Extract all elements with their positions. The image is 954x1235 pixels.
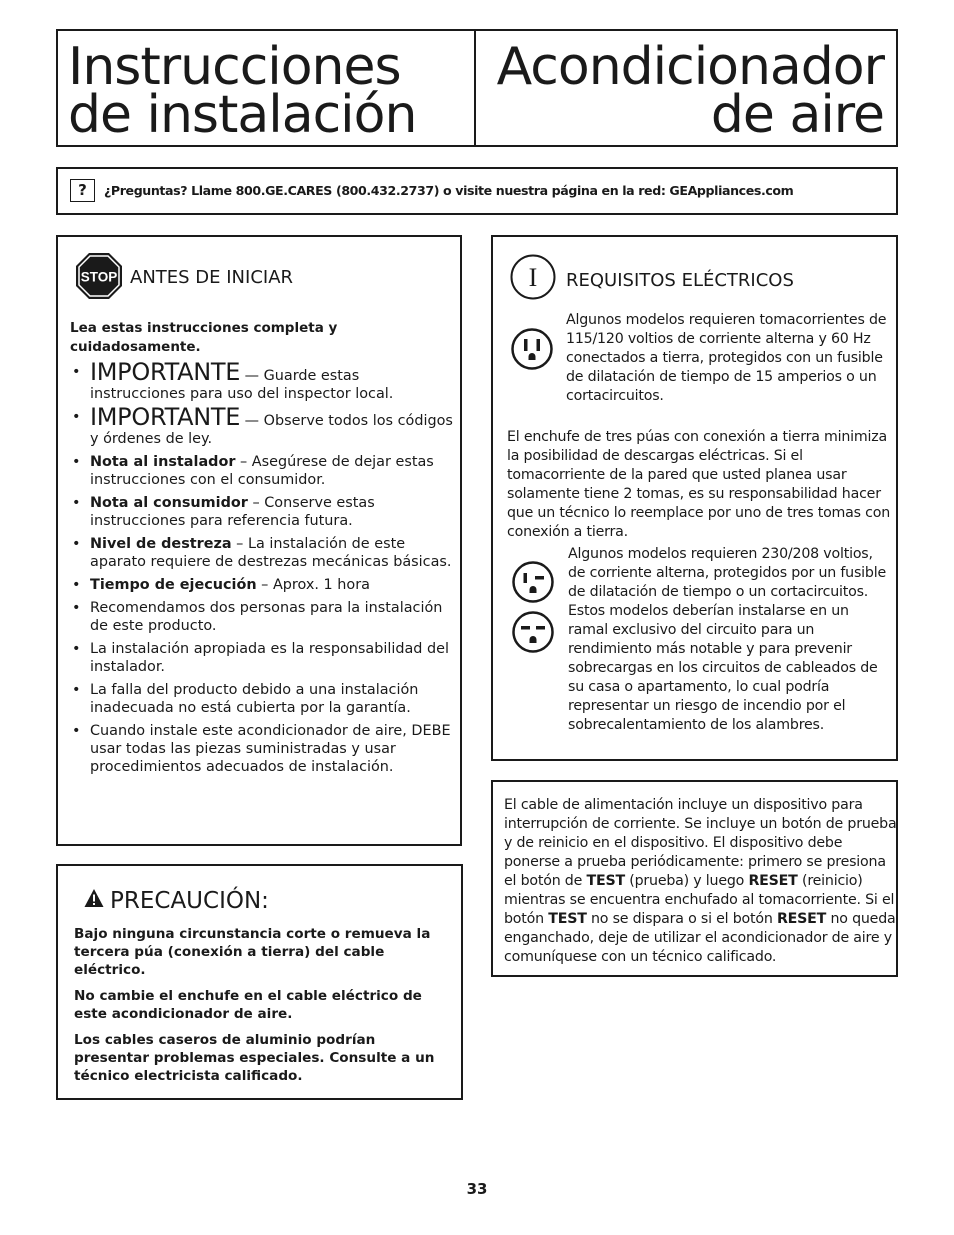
- power-cord-device-section: [491, 780, 898, 977]
- electrical-paragraph: El enchufe de tres púas con conexión a tierra minimiza la posibilidad de descargas eléctricas. Si el tomacorriente de la pared que usted planea usar solamente tiene 2 tomas, es su responsabilidad hacer que un técnico lo reemplace por uno de tres tomas con conexión a tierra.: [507, 429, 891, 540]
- caution-paragraph: Bajo ninguna circunstancia corte o remueva la tercera púa (conexión a tierra) del cable eléctrico.: [74, 926, 431, 978]
- info-label: I: [528, 263, 538, 292]
- caution-heading: PRECAUCIÓN:: [110, 888, 269, 914]
- electrical-requirements-section: [491, 235, 898, 761]
- questions-text: ¿Preguntas? Llame 800.GE.CARES (800.432.2737) o visite nuestra página en la red: GEAppliances.com: [104, 183, 794, 198]
- header: [56, 29, 898, 147]
- caution-paragraph: No cambie el enchufe en el cable eléctrico de este acondicionador de aire.: [74, 988, 422, 1022]
- list-item: • Nota al consumidor – Conserve estas instrucciones para referencia futura.: [70, 494, 455, 530]
- caution-paragraph: Los cables caseros de aluminio podrían presentar problemas especiales. Consulte a un técnico electricista calificado.: [74, 1032, 435, 1084]
- outlet-115v-icon: [510, 327, 554, 371]
- page-number: 33: [466, 1180, 488, 1198]
- question-icon: ?: [70, 179, 95, 202]
- list-item: • Tiempo de ejecución – Aprox. 1 hora: [70, 576, 455, 594]
- outlet-230v-icon: [511, 560, 555, 604]
- test-label: TEST: [548, 911, 587, 927]
- list-item: • Nota al instalador – Asegúrese de dejar estas instrucciones con el consumidor.: [70, 453, 455, 489]
- outlet-208v-icon: [511, 610, 555, 654]
- section-heading: ANTES DE INICIAR: [130, 267, 294, 288]
- electrical-paragraph: Algunos modelos requieren 230/208 voltios, de corriente alterna, protegidos por un fusible de dilatación de tiempo o un cortacircuitos. Estos modelos deberían instalarse en un ramal exclusivo del circuito para un rendimiento más notable y para prevenir sobrecargas en los circuitos de cableados de su casa o apartamento, lo cual podría representar un riesgo de incendio por el sobrecalentamiento de los alambres.: [568, 546, 886, 733]
- header-divider: [474, 31, 476, 145]
- list-item: • Nivel de destreza – La instalación de este aparato requiere de destrezas mecánicas básicas.: [70, 535, 455, 571]
- list-item: • Cuando instale este acondicionador de aire, DEBE usar todas las piezas suministradas y usar procedimientos adecuados de instalación.: [70, 722, 455, 776]
- instructions-list: [70, 358, 455, 781]
- caution-section: [56, 864, 463, 1100]
- title-installation: Instrucciones de instalación: [68, 37, 417, 145]
- warning-triangle-icon: [84, 888, 104, 908]
- intro-text: Lea estas instrucciones completa y cuidadosamente.: [70, 320, 338, 355]
- stop-label: STOP: [80, 269, 118, 285]
- title-air-conditioner: Acondicionador de aire: [496, 37, 884, 145]
- stop-sign-icon: [75, 252, 123, 300]
- questions-banner: [56, 167, 898, 215]
- list-item: • IMPORTANTE — Observe todos los códigos y órdenes de ley.: [70, 408, 455, 448]
- reset-label: RESET: [776, 911, 827, 927]
- list-item: • La falla del producto debido a una instalación inadecuada no está cubierta por la garantía.: [70, 681, 455, 717]
- list-item: • La instalación apropiada es la responsabilidad del instalador.: [70, 640, 455, 676]
- electrical-paragraph: Algunos modelos requieren tomacorrientes de 115/120 voltios de corriente alterna y 60 Hz conectados a tierra, protegidos con un fusible de dilatación de tiempo de 15 amperios o un cortacircuitos.: [566, 312, 887, 404]
- before-you-begin-section: [56, 235, 462, 846]
- info-icon: [510, 254, 556, 300]
- list-item: • IMPORTANTE — Guarde estas instrucciones para uso del inspector local.: [70, 363, 455, 403]
- reset-label: RESET: [748, 873, 798, 889]
- power-cord-paragraph: El cable de alimentación incluye un dispositivo para interrupción de corriente. Se incluye un botón de prueba y de reinicio en el dispositivo. El dispositivo debe ponerse a prueba periódicamente: primero se presiona el botón de TEST (prueba) y luego RESET (reinicio) mientras se encuentra enchufado al tomacorriente. Si el botón TEST no se dispara o si el botón RESET no queda enganchado, deje de utilizar el acondicionador de aire y comuníquese con un técnico calificado.: [504, 797, 897, 965]
- list-item: • Recomendamos dos personas para la instalación de este producto.: [70, 599, 455, 635]
- section-heading: REQUISITOS ELÉCTRICOS: [566, 270, 794, 291]
- test-label: TEST: [586, 873, 625, 889]
